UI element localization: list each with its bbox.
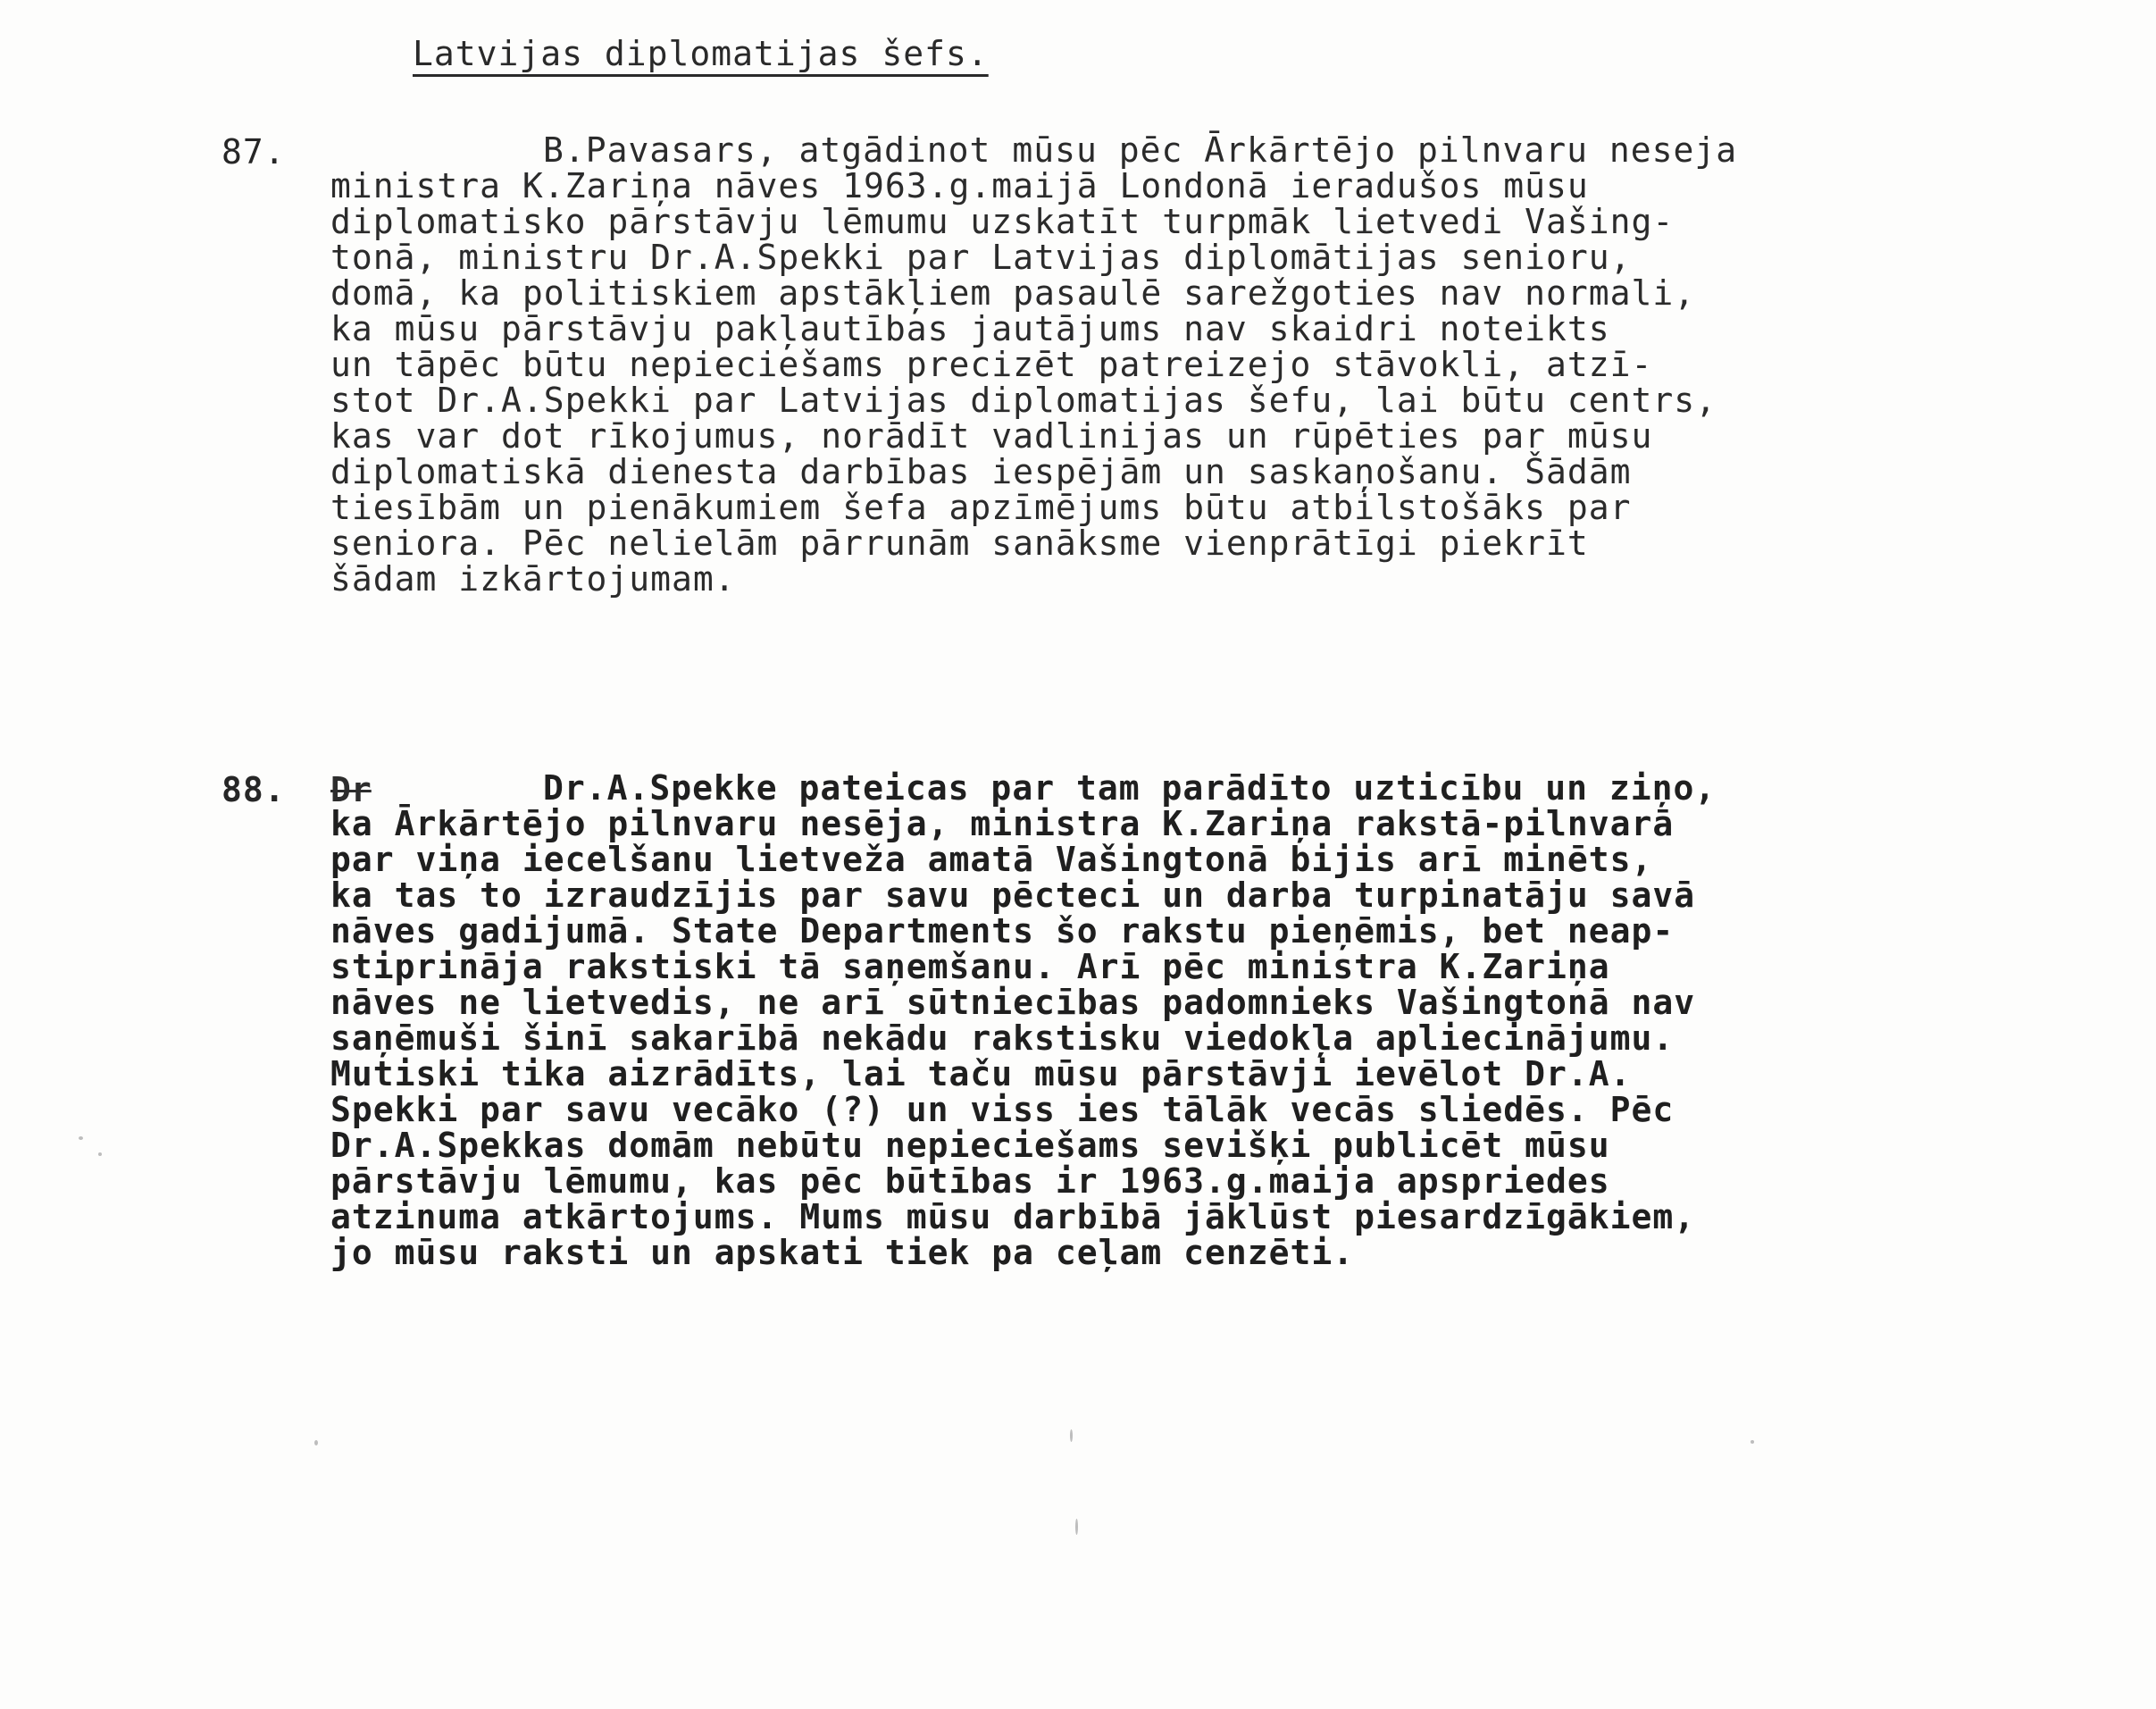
text-line: B.Pavasars, atgādinot mūsu pēc Ārkārtējo pilnvaru neseja [543, 130, 1738, 170]
paper-speck [314, 1440, 318, 1445]
struck-out-text: Dr [330, 770, 372, 809]
text-line: tiesībām un pienākumiem šefa apzīmējums būtu atbilstošāks par [330, 488, 1632, 527]
text-line: ministra K.Zariņa nāves 1963.g.maijā Londonā ieradušos mūsu [330, 166, 1589, 205]
text-line: domā, ka politiskiem apstākļiem pasaulē sarežgoties nav normali, [330, 273, 1696, 313]
text-line: stiprināja rakstiski tā saņemšanu. Arī pēc ministra K.Zariņa [330, 947, 1610, 986]
text-line: pārstāvju lēmumu, kas pēc būtības ir 1963.g.maija apspriedes [330, 1161, 1610, 1201]
text-line: tonā, ministru Dr.A.Spekki par Latvijas diplomātijas senioru, [330, 238, 1632, 277]
text-line: saņēmuši šinī sakarībā nekādu rakstisku viedokļa apliecinājumu. [330, 1018, 1675, 1058]
text-line: stot Dr.A.Spekki par Latvijas diplomatijas šefu, lai būtu centrs, [330, 381, 1717, 420]
text-line: atzinuma atkārtojums. Mums mūsu darbībā jāklūst piesardzīgākiem, [330, 1197, 1696, 1236]
text-line: un tāpēc būtu nepieciešams precizēt patreizejo stāvokli, atzī- [330, 345, 1653, 384]
paper-speck [79, 1136, 83, 1140]
text-line: jo mūsu raksti un apskati tiek pa ceļam cenzēti. [330, 1233, 1355, 1272]
text-line: Dr.A.Spekkas domām nebūtu nepieciešams sevišķi publicēt mūsu [330, 1126, 1610, 1165]
text-line: ka Ārkārtējo pilnvaru nesēja, ministra K.Zariņa rakstā-pilnvarā [330, 804, 1675, 843]
entry-number: 88. [221, 770, 286, 809]
text-line: diplomatiskā dienesta darbības iespējām un saskaņošanu. Šādām [330, 452, 1632, 491]
text-line: ka tas to izraudzījis par savu pēcteci un darba turpinatāju savā [330, 875, 1696, 915]
entry-text [330, 770, 1716, 1270]
text-line: Mutiski tika aizrādīts, lai taču mūsu pārstāvji ievēlot Dr.A. [330, 1054, 1632, 1093]
document-title: Latvijas diplomatijas šefs. [413, 34, 989, 73]
text-line: šādam izkārtojumam. [330, 559, 736, 599]
text-line: nāves ne lietvedis, ne arī sūtniecības padomnieks Vašingtonā nav [330, 983, 1696, 1022]
text-line: diplomatisko pārstāvju lēmumu uzskatīt turpmāk lietvedi Vašing- [330, 202, 1675, 241]
paper-speck [1751, 1440, 1754, 1444]
paper-speck [1075, 1519, 1078, 1535]
text-line: Spekki par savu vecāko (?) un viss ies tālāk vecās sliedēs. Pēc [330, 1090, 1675, 1129]
text-line: par viņa iecelšanu lietveža amatā Vašingtonā bijis arī minēts, [330, 840, 1653, 879]
paper-speck [98, 1152, 102, 1156]
paper-speck [1070, 1429, 1073, 1442]
text-line: kas var dot rīkojumus, norādīt vadlinijas un rūpēties par mūsu [330, 416, 1653, 456]
entry-text [330, 132, 1737, 597]
text-line: seniora. Pēc nelielām pārrunām sanāksme vienprātīgi piekrīt [330, 524, 1589, 563]
text-line: Dr.A.Spekke pateicas par tam parādīto uzticību un ziņo, [543, 768, 1717, 808]
text-line: ka mūsu pārstāvju pakļautības jautājums nav skaidri noteikts [330, 309, 1610, 348]
entry-number: 87. [221, 132, 286, 172]
text-line: nāves gadijumā. State Departments šo rakstu pieņēmis, bet neap- [330, 911, 1675, 951]
